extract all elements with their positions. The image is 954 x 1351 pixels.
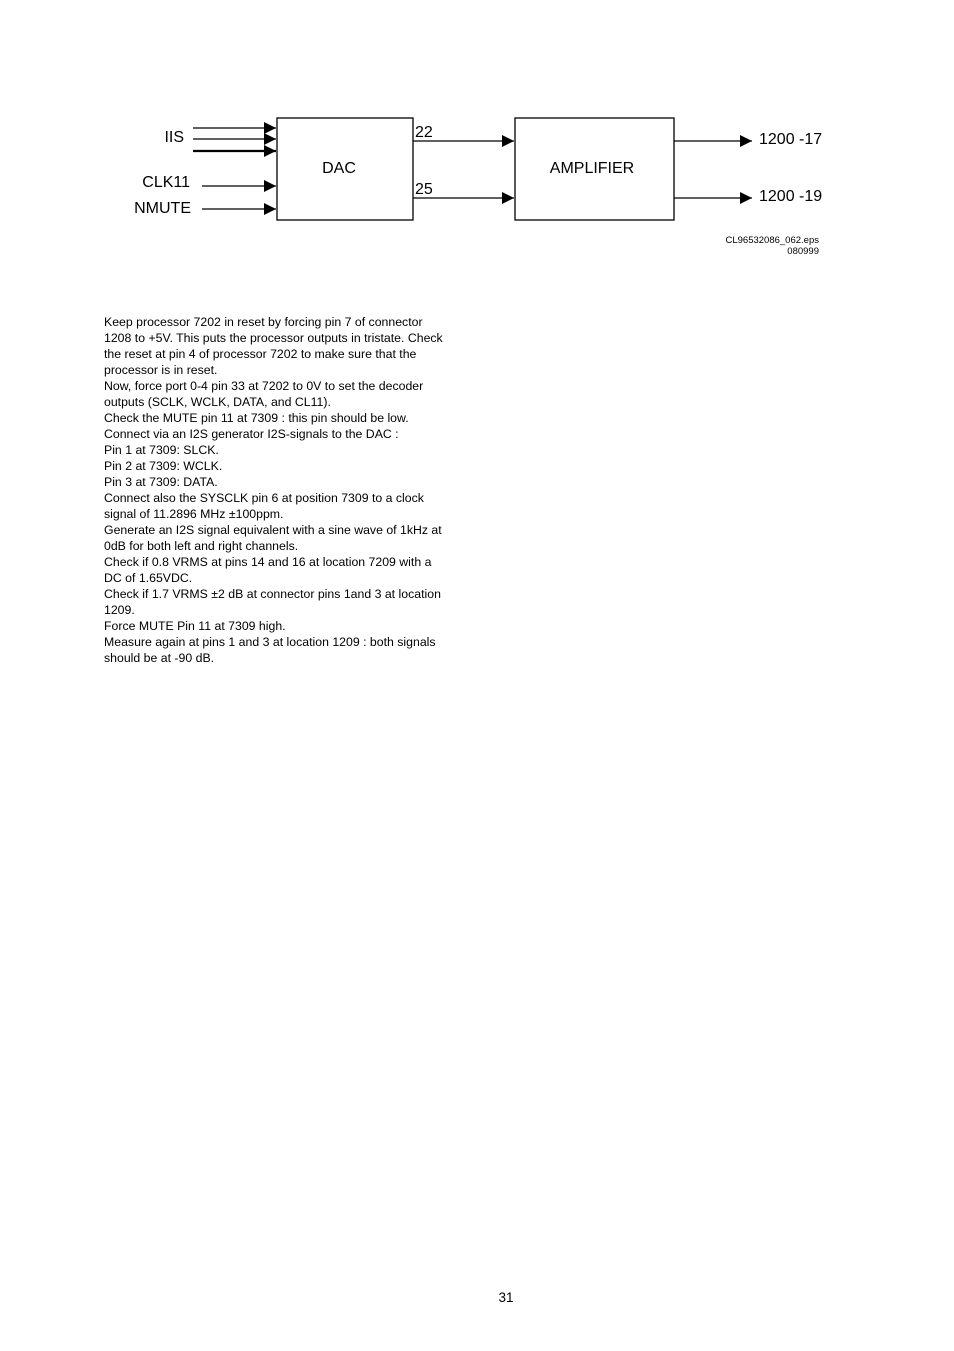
instruction-line: Force MUTE Pin 11 at 7309 high. <box>104 619 286 633</box>
page-number: 31 <box>498 1290 514 1305</box>
instruction-line: Pin 1 at 7309: SLCK. <box>104 443 219 457</box>
instruction-line: Connect via an I2S generator I2S-signals to the DAC : <box>104 427 399 441</box>
instruction-line: outputs (SCLK, WCLK, DATA, and CL11). <box>104 395 331 409</box>
clk11-label: CLK11 <box>142 174 190 191</box>
instruction-line: 1209. <box>104 603 135 617</box>
output-top-label: 1200 -17 <box>759 131 823 148</box>
instruction-line: processor is in reset. <box>104 363 218 377</box>
file-date: 080999 <box>787 246 819 257</box>
iis-label: IIS <box>164 129 184 146</box>
instruction-line: DC of 1.65VDC. <box>104 571 193 585</box>
instruction-line: 0dB for both left and right channels. <box>104 539 299 553</box>
block-diagram <box>0 0 954 270</box>
file-reference: CL96532086_062.eps <box>725 235 819 246</box>
instruction-line: Check if 1.7 VRMS ±2 dB at connector pins 1and 3 at location <box>104 587 441 601</box>
instruction-line: Measure again at pins 1 and 3 at location 1209 : both signals <box>104 635 436 649</box>
instruction-line: signal of 11.2896 MHz ±100ppm. <box>104 507 284 521</box>
instruction-line: Pin 3 at 7309: DATA. <box>104 475 218 489</box>
dac-label: DAC <box>322 160 356 177</box>
instructions-text <box>104 314 464 666</box>
instruction-line: Now, force port 0-4 pin 33 at 7202 to 0V to set the decoder <box>104 379 424 393</box>
nmute-label: NMUTE <box>134 200 191 217</box>
instruction-line: the reset at pin 4 of processor 7202 to make sure that the <box>104 347 417 361</box>
instruction-line: Check the MUTE pin 11 at 7309 : this pin should be low. <box>104 411 409 425</box>
pin-22-label: 22 <box>415 124 433 141</box>
instruction-line: should be at -90 dB. <box>104 651 215 665</box>
instruction-line: Generate an I2S signal equivalent with a sine wave of 1kHz at <box>104 523 442 537</box>
instruction-line: Connect also the SYSCLK pin 6 at position 7309 to a clock <box>104 491 424 505</box>
instruction-line: Keep processor 7202 in reset by forcing pin 7 of connector <box>104 315 423 329</box>
instruction-line: 1208 to +5V. This puts the processor outputs in tristate. Check <box>104 331 443 345</box>
instruction-line: Pin 2 at 7309: WCLK. <box>104 459 223 473</box>
instruction-line: Check if 0.8 VRMS at pins 14 and 16 at location 7209 with a <box>104 555 432 569</box>
output-bottom-label: 1200 -19 <box>759 188 823 205</box>
amplifier-label: AMPLIFIER <box>549 160 635 177</box>
pin-25-label: 25 <box>415 181 433 198</box>
